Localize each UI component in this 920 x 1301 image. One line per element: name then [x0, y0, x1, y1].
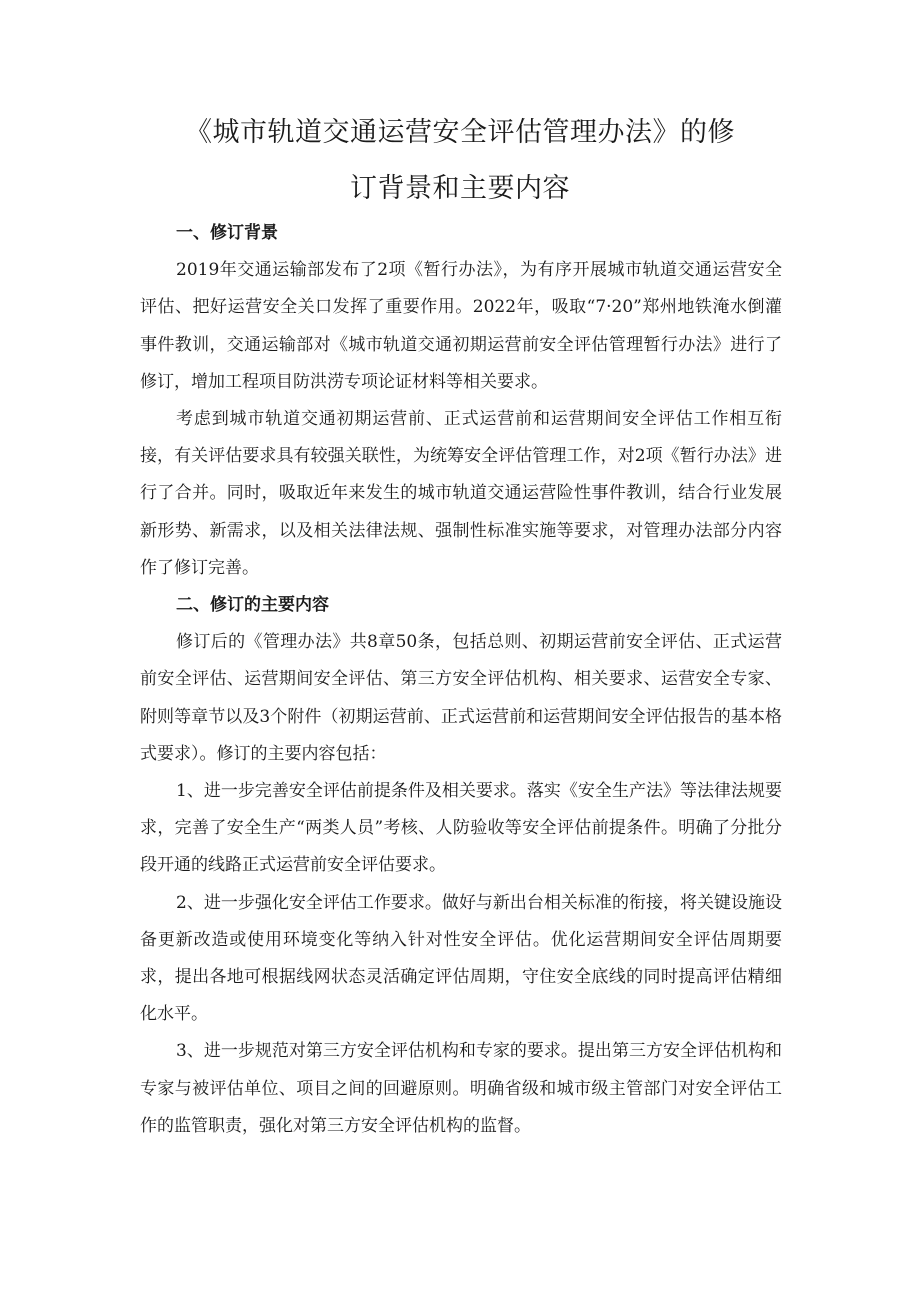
document-title-line-1: 《城市轨道交通运营安全评估管理办法》的修 — [185, 117, 735, 148]
main-content-intro-paragraph: 修订后的《管理办法》共8章50条，包括总则、初期运营前安全评估、正式运营前安全评估、运营期间安全评估、第三方安全评估机构、相关要求、运营安全专家、附则等章节以及3个附件（初期运营前、正式运营前和运营期间安全评估报告的基本格式要求）。修订的主要内容包括： — [140, 632, 782, 764]
background-paragraph-2: 考虑到城市轨道交通初期运营前、正式运营前和运营期间安全评估工作相互衔接，有关评估要求具有较强关联性，为统筹安全评估管理工作，对2项《暂行办法》进行了合并。同时，吸取近年来发生的城市轨道交通运营险性事件教训，结合行业发展新形势、新需求，以及相关法律法规、强制性标准实施等要求，对管理办法部分内容作了修订完善。 — [140, 409, 782, 578]
main-content-item-3: 3、进一步规范对第三方安全评估机构和专家的要求。提出第三方安全评估机构和专家与被评估单位、项目之间的回避原则。明确省级和城市级主管部门对安全评估工作的监管职责，强化对第三方安全评估机构的监督。 — [140, 1041, 782, 1136]
background-paragraph-1: 2019年交通运输部发布了2项《暂行办法》，为有序开展城市轨道交通运营安全评估、把好运营安全关口发挥了重要作用。2022年，吸取“7·20”郑州地铁淹水倒灌事件教训，交通运输部对《城市轨道交通初期运营前安全评估管理暂行办法》进行了修订，增加工程项目防洪涝专项论证材料等相关要求。 — [140, 260, 782, 392]
document-title-line-2: 订背景和主要内容 — [350, 173, 570, 204]
section-heading-main-content: 二、修订的主要内容 — [176, 595, 329, 616]
document-body — [140, 215, 782, 1145]
main-content-item-1: 1、进一步完善安全评估前提条件及相关要求。落实《安全生产法》等法律法规要求，完善了安全生产“两类人员”考核、人防验收等安全评估前提条件。明确了分批分段开通的线路正式运营前安全评估要求。 — [140, 781, 782, 876]
main-content-item-2: 2、进一步强化安全评估工作要求。做好与新出台相关标准的衔接，将关键设施设备更新改造或使用环境变化等纳入针对性安全评估。优化运营期间安全评估周期要求，提出各地可根据线网状态灵活确定评估周期，守住安全底线的同时提高评估精细化水平。 — [140, 892, 782, 1025]
section-heading-background: 一、修订背景 — [176, 223, 278, 243]
